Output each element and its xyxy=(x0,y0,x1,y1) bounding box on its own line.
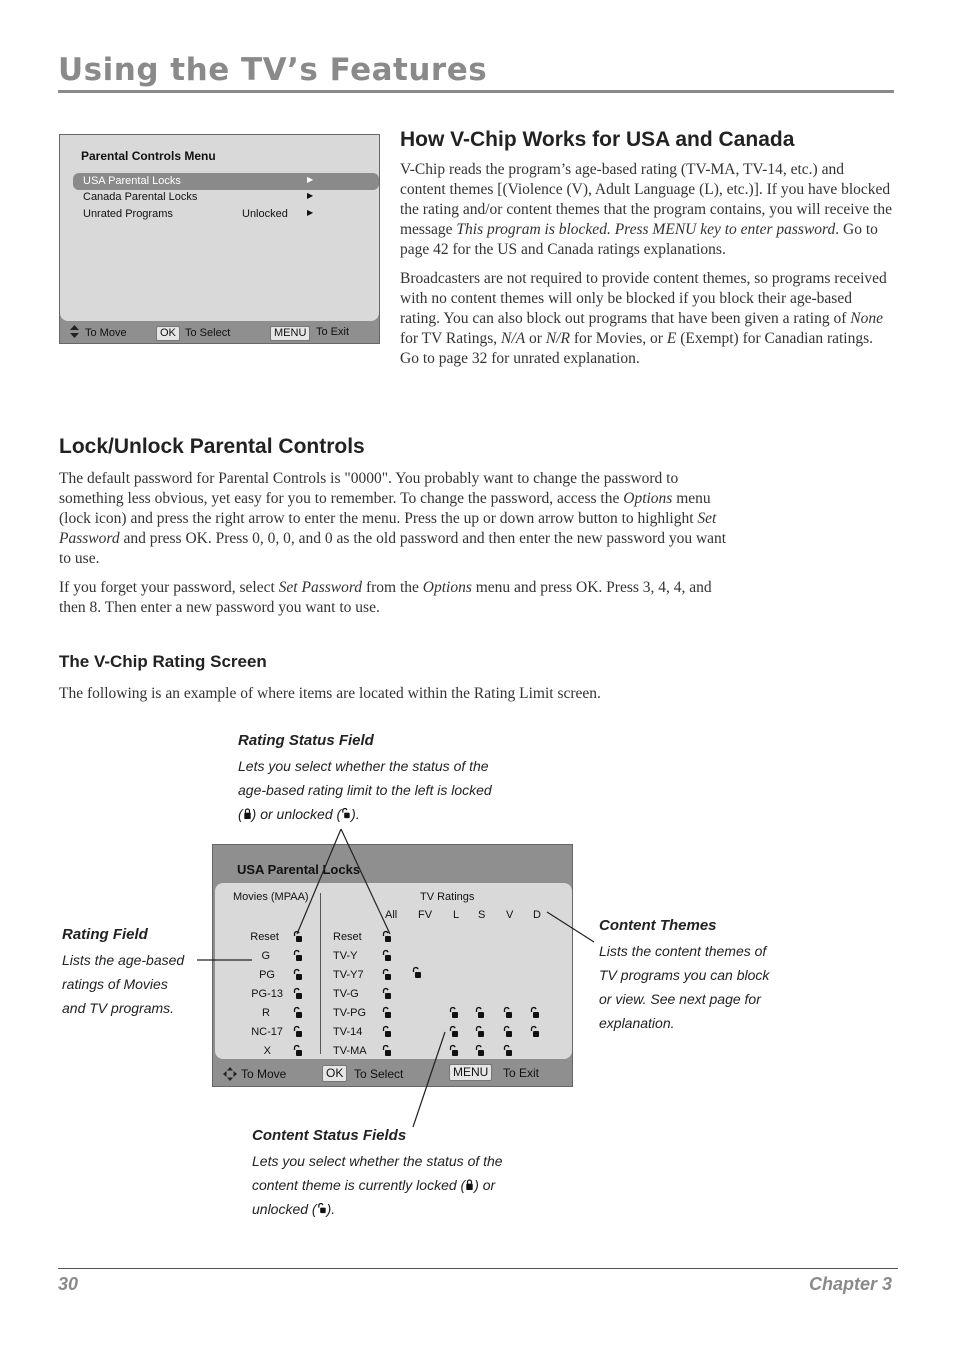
movies-header: Movies (MPAA) xyxy=(233,891,309,903)
arrow-right-icon: ▶ xyxy=(307,191,314,200)
movie-rating[interactable]: NC-17 xyxy=(251,1026,283,1038)
menu-item-value: Unlocked xyxy=(242,208,288,220)
tv-rating[interactable]: TV-G xyxy=(333,988,359,1000)
tv-rating[interactable]: TV-14 xyxy=(333,1026,363,1038)
tv-rating[interactable]: TV-Y7 xyxy=(333,969,364,981)
rating-screen-intro: The following is an example of where items are located within the Rating Limit screen. xyxy=(59,685,601,702)
menu-item-label: Unrated Programs xyxy=(83,208,173,220)
menu-key[interactable]: MENU xyxy=(449,1064,492,1081)
tv-rating[interactable]: TV-PG xyxy=(333,1007,367,1019)
movie-rating[interactable]: PG xyxy=(259,969,275,981)
lock-paragraph-1: The default password for Parental Controls is "0000". You probably want to change the password to something less obvious, yet easy for you to remember. To change the password, access the Options menu (lock icon) and press the right arrow to enter the menu. Press the up or down arrow button to highlight Set Password and press OK. Press 0, 0, 0, and 0 as the old password and then enter the new password you want to use. xyxy=(59,470,727,567)
content-status-fields-title: Content Status Fields xyxy=(252,1127,407,1144)
page-title: Using the TV’s Features xyxy=(58,52,488,88)
theme-d[interactable]: D xyxy=(533,909,541,921)
exit-hint: To Exit xyxy=(316,326,350,338)
move-hint: To Move xyxy=(85,327,127,339)
vchip-heading: How V-Chip Works for USA and Canada xyxy=(400,128,795,151)
theme-v[interactable]: V xyxy=(506,909,514,921)
vchip-paragraph-2: Broadcasters are not required to provide content themes, so programs received with no content themes will only be blocked if you block their age-based rating. You can also block out programs that have been given a rating of None for TV Ratings, N/A or N/R for Movies, or E (Exempt) for Canadian ratings. Go to page 32 for unrated explanation. xyxy=(400,270,887,367)
ok-key[interactable]: OK xyxy=(322,1065,347,1082)
rating-field-text: Lists the age-based ratings of Movies and TV programs. xyxy=(62,952,185,1016)
movie-rating[interactable]: X xyxy=(263,1045,271,1057)
rating-status-field-text: Lets you select whether the status of the age-based rating limit to the left is locked ( ) or unlocked ( ). xyxy=(238,758,492,822)
menu-item-label: Canada Parental Locks xyxy=(83,191,198,203)
theme-all[interactable]: All xyxy=(385,909,398,921)
content-themes-title: Content Themes xyxy=(599,917,717,934)
rating-status-field-title: Rating Status Field xyxy=(238,732,374,749)
movie-rating[interactable]: PG-13 xyxy=(251,988,283,1000)
menu-title: Parental Controls Menu xyxy=(81,149,216,163)
theme-fv[interactable]: FV xyxy=(418,909,433,921)
arrow-right-icon: ▶ xyxy=(307,175,314,184)
footer-rule xyxy=(58,1268,898,1269)
tv-ratings-header: TV Ratings xyxy=(420,891,475,903)
move-hint: To Move xyxy=(241,1067,287,1081)
theme-l[interactable]: L xyxy=(453,909,460,921)
menu-key[interactable]: MENU xyxy=(270,326,310,341)
movie-rating[interactable]: R xyxy=(262,1007,270,1019)
rating-screen-heading: The V-Chip Rating Screen xyxy=(59,652,267,671)
tv-rating[interactable]: TV-Y xyxy=(333,950,358,962)
tv-rating[interactable]: Reset xyxy=(333,931,362,943)
lock-paragraph-2: If you forget your password, select Set Password from the Options menu and press OK. Press 3, 4, 4, and then 8. Then enter a new password you want to use. xyxy=(59,579,712,616)
theme-s[interactable]: S xyxy=(478,909,486,921)
locks-title: USA Parental Locks xyxy=(237,862,361,877)
content-status-fields-text: Lets you select whether the status of the content theme is currently locked ( ) or unlocked ( ). xyxy=(252,1153,503,1217)
select-hint: To Select xyxy=(185,327,231,339)
arrow-right-icon: ▶ xyxy=(307,208,314,217)
tv-rating[interactable]: TV-MA xyxy=(333,1045,367,1057)
movie-rating[interactable]: Reset xyxy=(250,931,279,943)
content-themes-text: Lists the content themes of TV programs you can block or view. See next page for explanation. xyxy=(599,943,770,1031)
vchip-paragraph-1: V-Chip reads the program’s age-based rating (TV-MA, TV-14, etc.) and content themes [(Violence (V), Adult Language (L), etc.)]. If you have blocked the rating and/or content themes that the program contains, you will receive the message This program is blocked. Press MENU key to enter password. Go to page 42 for the US and Canada ratings explanations. xyxy=(400,161,892,258)
chapter-label: Chapter 3 xyxy=(808,1274,892,1294)
movie-rating[interactable]: G xyxy=(261,950,270,962)
exit-hint: To Exit xyxy=(503,1066,540,1080)
page-number: 30 xyxy=(58,1274,79,1294)
lock-heading: Lock/Unlock Parental Controls xyxy=(59,435,365,458)
rating-field-title: Rating Field xyxy=(62,926,148,943)
select-hint: To Select xyxy=(354,1067,404,1081)
menu-item-label: USA Parental Locks xyxy=(83,175,181,187)
ok-key[interactable]: OK xyxy=(156,326,180,341)
